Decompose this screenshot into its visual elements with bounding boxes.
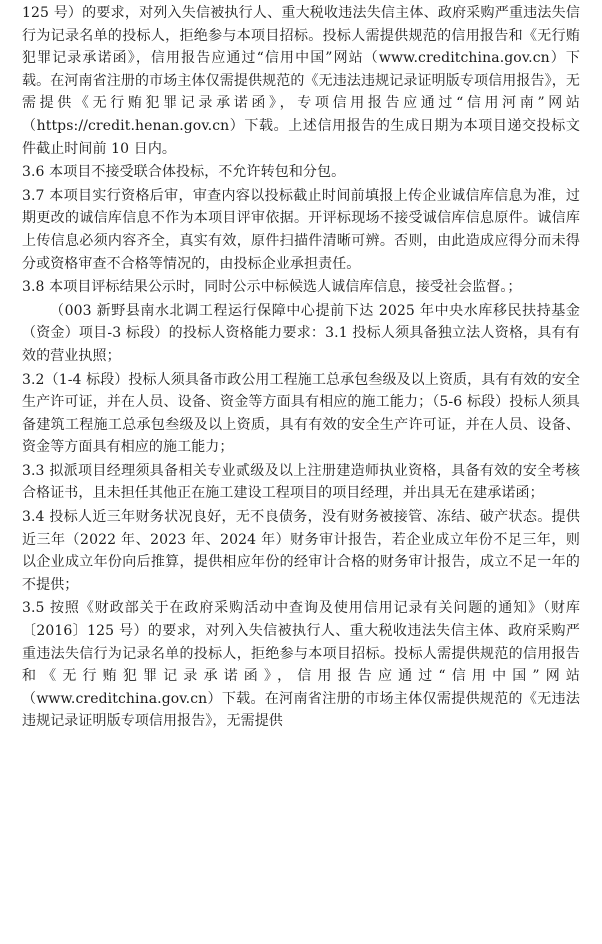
- paragraph-section-003-intro: （003 新野县南水北调工程运行保障中心提前下达 2025 年中央水库移民扶持基金（资金）项目-3 标段）的投标人资格能力要求：3.1 投标人须具备独立法人资格，具有有效的营业执照；: [22, 302, 580, 364]
- paragraph-3-4: 3.4 投标人近三年财务状况良好，无不良债务，没有财务被接管、冻结、破产状态。提供近三年（2022 年、2023 年、2024 年）财务审计报告，若企业成立年份不足三年，则以企业成立年份向后推算，提供相应年份的经审计合格的财务审计报告，成立不足一年的不提供；: [22, 509, 580, 593]
- paragraph-3-7: 3.7 本项目实行资格后审，审查内容以投标截止时间前填报上传企业诚信库信息为准，过期更改的诚信库信息不作为本项目评审依据。开评标现场不接受诚信库信息原件。诚信库上传信息必须内容齐全，真实有效，原件扫描件清晰可辨。否则，由此造成应得分而未得分或资格审查不合格等情况的，由投标企业承担责任。: [22, 187, 580, 272]
- paragraph-3-6: 3.6 本项目不接受联合体投标，不允许转包和分包。: [22, 164, 346, 181]
- paragraph-credit-report-continued: 125 号）的要求，对列入失信被执行人、重大税收违法失信主体、政府采购严重违法失信行为记录名单的投标人，拒绝参与本项目招标。投标人需提供规范的信用报告和《无行贿犯罪记录承诺函》，信用报告应通过“信用中国”网站（www.creditchina.gov.cn）下载。在河南省注册的市场主体仅需提供规范的《无违法违规记录证明版专项信用报告》，无需提供《无行贿犯罪记录承诺函》，专项信用报告应通过“信用河南”网站（https://credit.henan.gov.cn）下载。上述信用报告的生成日期为本项目递交投标文件截止时间前 10 日内。: [22, 5, 580, 157]
- paragraph-3-8: 3.8 本项目评标结果公示时，同时公示中标候选人诚信库信息，接受社会监督。；: [22, 279, 522, 296]
- paragraph-3-3: 3.3 拟派项目经理须具备相关专业贰级及以上注册建造师执业资格，具备有效的安全考核合格证书，且未担任其他正在施工建设工程项目的项目经理，并出具无在建承诺函；: [22, 462, 580, 502]
- paragraph-3-5: 3.5 按照《财政部关于在政府采购活动中查询及使用信用记录有关问题的通知》（财库〔2016〕125 号）的要求，对列入失信被执行人、重大税收违法失信主体、政府采购严重违法失信行为记录名单的投标人，拒绝参与本项目招标。投标人需提供规范的信用报告和《无行贿犯罪记录承诺函》，信用报告应通过“信用中国”网站（www.creditchina.gov.cn）下载。在河南省注册的市场主体仅需提供规范的《无违法违规记录证明版专项信用报告》，无需提供: [22, 600, 580, 730]
- paragraph-3-2: 3.2（1-4 标段）投标人须具备市政公用工程施工总承包叁级及以上资质，具有有效的安全生产许可证，并在人员、设备、资金等方面具有相应的施工能力；（5-6 标段）投标人须具备建筑工程施工总承包叁级及以上资质，具有有效的安全生产许可证，并在人员、设备、资金等方面具有相应的施工能力；: [22, 371, 580, 456]
